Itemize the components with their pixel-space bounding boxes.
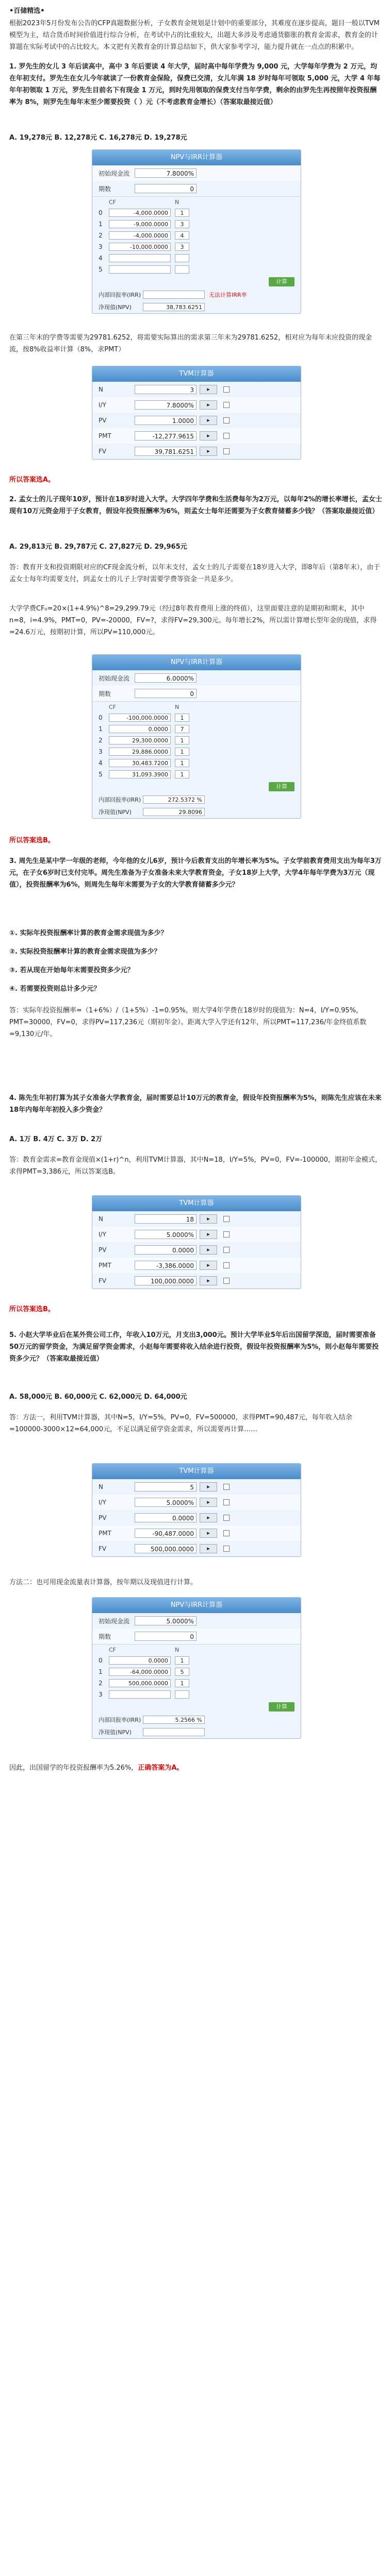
question-5-method-2: 方法二：也可用现金流量表计算器，按年期以及现值进行计算。 xyxy=(9,1579,198,1586)
result-row xyxy=(92,1726,301,1738)
result-value xyxy=(143,1728,205,1736)
cf-index: 5 xyxy=(99,771,103,778)
row-input[interactable]: 500,000.0000 xyxy=(135,1544,197,1553)
row-input[interactable]: 5 xyxy=(135,1482,197,1492)
row-label: PMT xyxy=(99,1530,111,1537)
result-label: 净现值(NPV) xyxy=(99,809,132,816)
calculator-row xyxy=(92,428,301,444)
cf-count-input[interactable]: 1 xyxy=(175,770,189,778)
cf-count-input[interactable] xyxy=(175,265,189,274)
checkbox[interactable] xyxy=(223,1216,230,1222)
cash-flow-row xyxy=(92,1689,301,1700)
result-note: 无法计算IRR率 xyxy=(209,292,247,298)
row-label: I/Y xyxy=(99,1499,106,1506)
cf-value-input[interactable]: 29,300.0000 xyxy=(109,736,171,744)
result-value: 5.2566 % xyxy=(143,1716,205,1724)
cash-flow-row xyxy=(92,241,301,252)
row-input[interactable]: 5.0000% xyxy=(135,1230,197,1239)
final-answer: 正确答案为A。 xyxy=(138,1764,184,1772)
cash-flow-table xyxy=(92,701,301,780)
cf-index: 0 xyxy=(99,1657,103,1664)
calculator-row xyxy=(92,382,301,397)
calculator-title: TVM计算器 xyxy=(92,1196,301,1211)
cf-count-input[interactable]: 1 xyxy=(175,736,189,744)
calculator-row xyxy=(92,444,301,459)
calculator-row xyxy=(92,397,301,413)
question-3-sub-2: ②. 实际投资报酬率计算的教育金需求现值为多少？ xyxy=(9,948,161,956)
checkbox[interactable] xyxy=(223,1278,230,1284)
row-label: 期数 xyxy=(99,690,111,698)
calculator-action-row xyxy=(92,275,301,289)
npv-irr-calculator-3 xyxy=(92,1597,301,1739)
row-label: PV xyxy=(99,417,107,424)
cf-value-input[interactable] xyxy=(109,265,171,274)
question-1: 1. 罗先生的女儿 3 年后读高中，高中 3 年后要读 4 年大学，届时高中每年学费为 9,000 元，大学每年学费为 2 万元，均在年初支付。罗先生在女儿今年就读了一份教育金保险，保费已交清，女儿年满 18 岁时每年可领取 5,000 元，大学 4 年每年年初领取 1 万元，罗先生目前名下有现金 1 万元，到时先用领取的保费支付当年学费，剩余的由罗先生再按照年投资报酬率为 8%，则罗先生每年末至少需要投资（ ）元（不考虑教育金增长）（答案取最接近值） xyxy=(9,63,381,106)
cf-count-input[interactable]: 1 xyxy=(175,759,189,767)
cf-index: 4 xyxy=(99,255,103,262)
answer-1: 所以答案选A。 xyxy=(9,476,55,484)
cf-count-input[interactable]: 1 xyxy=(175,1656,189,1665)
row-label: PV xyxy=(99,1514,107,1521)
answer-2: 所以答案选B。 xyxy=(9,837,55,844)
cf-value-input[interactable]: -4,000.0000 xyxy=(109,209,171,217)
npv-irr-calculator-1 xyxy=(92,149,301,314)
cf-column-header: CF xyxy=(109,198,117,206)
compute-button[interactable]: ▸ xyxy=(200,1230,217,1239)
calculator-row xyxy=(92,1479,301,1495)
cf-value-input[interactable]: -9,000.0000 xyxy=(109,220,171,228)
checkbox[interactable] xyxy=(223,402,230,408)
tvm-calculator-3 xyxy=(92,1463,301,1557)
cf-index: 0 xyxy=(99,209,103,216)
compute-button[interactable]: ▸ xyxy=(200,400,217,410)
question-2-explanation-2: 大学学费CF₀=20×(1+4.9%)^8=29,299.79元（经过8年教育费用上涨的终值），这里面要注意的是期初和期末，其中n=8，i=4.9%，PMT=0，PV=-20000，FV=?，求得FV=29,300元。每年增长2%，所以需计算增长型年金的现值，求得=24.6万元，按期初计算，所以PV=110,000元。 xyxy=(9,605,377,636)
question-3-sub-1: ①. 实际年投资报酬率计算的教育金需求现值为多少？ xyxy=(9,929,168,937)
row-input[interactable]: 39,781.6251 xyxy=(135,447,197,456)
cf-index: 2 xyxy=(99,737,103,744)
row-input[interactable]: -3,386.0000 xyxy=(135,1261,197,1270)
n-column-header: N xyxy=(175,703,179,710)
calculator-title: NPV与IRR计算器 xyxy=(92,150,301,165)
cf-index: 5 xyxy=(99,266,103,273)
checkbox[interactable] xyxy=(223,386,230,393)
row-input[interactable]: 6.0000% xyxy=(135,673,197,683)
cash-flow-row xyxy=(92,207,301,218)
cf-value-input[interactable]: -10,000.0000 xyxy=(109,243,171,251)
question-3-sub-4: ④. 若需要投资则总计多少元？ xyxy=(9,985,101,993)
calculator-row xyxy=(92,1495,301,1510)
cash-flow-row xyxy=(92,769,301,780)
cash-flow-row xyxy=(92,1655,301,1666)
cf-value-input[interactable]: 30,483.7200 xyxy=(109,759,171,767)
cash-flow-row xyxy=(92,746,301,757)
cf-value-input[interactable]: 31,093.3900 xyxy=(109,770,171,778)
calculator-action-row xyxy=(92,1700,301,1714)
cash-flow-table xyxy=(92,196,301,275)
row-input[interactable]: 5.0000% xyxy=(135,1498,197,1507)
result-value: 29.8096 xyxy=(143,808,205,816)
cash-flow-header xyxy=(92,702,301,712)
cf-value-input[interactable]: -100,000.0000 xyxy=(109,714,171,722)
row-input[interactable]: 3 xyxy=(135,385,197,394)
calculate-button[interactable]: 计算 xyxy=(269,1702,295,1711)
cf-count-input[interactable]: 1 xyxy=(175,1679,189,1687)
tvm-calculator-2 xyxy=(92,1195,301,1289)
row-input[interactable]: -90,487.0000 xyxy=(135,1529,197,1538)
cf-count-input[interactable]: 1 xyxy=(175,209,189,217)
result-label: 内部回报率(IRR) xyxy=(99,796,141,803)
cf-index: 3 xyxy=(99,1691,103,1698)
calculator-row xyxy=(92,1227,301,1242)
result-row xyxy=(92,1714,301,1726)
intro-paragraph: 根据2023年5月份发布公告的CFP真题数据分析，子女教育金规划是计划中的重要部分，其难度在逐步提高，题目一般以TVM模型为主，结合货币时间价值进行综合分析，在考试中占的比重较大，出题大多涉及考虑通货膨胀的教育金需求，教育金的计算题在实际考试中的占比较大。本文把有关教育金的计算总结如下，供大家参考学习，能力提升就在一点点的积累中。 xyxy=(9,20,380,51)
cf-count-input[interactable]: 4 xyxy=(175,231,189,240)
row-label: N xyxy=(99,386,103,393)
question-2-explanation-1: 答：教育开支和投资期限对应的CF现金流分析，以年末支付，孟女士的儿子需要在18岁进入大学，即8年后（第8年末），由于孟女士每年均需要支付，到孟女士的儿子上学时需要学费等资金一共是多少。 xyxy=(9,564,381,583)
cf-value-input[interactable]: -64,000.0000 xyxy=(109,1668,171,1676)
cf-index: 2 xyxy=(99,1680,103,1687)
npv-irr-calculator-2 xyxy=(92,654,301,819)
question-4-explanation: 答：教育金需求=教育金现值×(1+r)^n，利用TVM计算器，其中N=18，I/Y=5%，PV=0，FV=-100000，期初年金模式，求得PMT=3,386元，所以答案选B。 xyxy=(9,1156,382,1176)
compute-button[interactable]: ▸ xyxy=(200,1498,217,1507)
checkbox[interactable] xyxy=(223,1247,230,1253)
result-label: 净现值(NPV) xyxy=(99,304,132,311)
cash-flow-row xyxy=(92,757,301,769)
compute-button[interactable]: ▸ xyxy=(200,1529,217,1538)
compute-button[interactable]: ▸ xyxy=(200,1276,217,1285)
cf-value-input[interactable]: 29,886.0000 xyxy=(109,748,171,756)
row-label: N xyxy=(99,1215,103,1223)
cash-flow-row xyxy=(92,1666,301,1677)
cash-flow-row xyxy=(92,712,301,723)
checkbox[interactable] xyxy=(223,1515,230,1521)
cash-flow-row xyxy=(92,1677,301,1689)
question-3: 3. 周先生是某中学一年级的老师，今年他的女儿6岁，预计今后教育支出的年增长率为5%。子女学前教育费用支出为每年3万元，在子女6岁时已支付完毕。周先生准备为子女准备未来大学教育资金，子女18岁上大学，大学4年每年学费为3万元（现值），投资报酬率为6%，则周先生每年末需要为子女的大学教育储蓄多少元？ xyxy=(9,857,382,889)
calculator-title: NPV与IRR计算器 xyxy=(92,655,301,670)
checkbox[interactable] xyxy=(223,417,230,423)
result-value xyxy=(143,291,205,299)
cf-value-input[interactable] xyxy=(109,254,171,262)
question-1-options: A. 19,278元 B. 12,278元 C. 16,278元 D. 19,278元 xyxy=(9,134,187,142)
row-input[interactable]: 0 xyxy=(135,184,197,193)
checkbox[interactable] xyxy=(223,448,230,454)
row-label: PMT xyxy=(99,1262,111,1269)
cf-count-input[interactable]: 7 xyxy=(175,725,189,733)
cf-value-input[interactable]: 0.0000 xyxy=(109,1656,171,1665)
compute-button[interactable]: ▸ xyxy=(200,1482,217,1492)
calculator-row xyxy=(92,1273,301,1289)
calculator-row xyxy=(92,670,301,686)
calculator-row xyxy=(92,1629,301,1644)
cf-count-input[interactable] xyxy=(175,1690,189,1699)
checkbox[interactable] xyxy=(223,1262,230,1268)
cf-column-header: CF xyxy=(109,1646,117,1653)
calculator-action-row xyxy=(92,780,301,793)
header-label: •百储精选• xyxy=(9,7,45,15)
result-label: 净现值(NPV) xyxy=(99,1729,132,1736)
row-label: N xyxy=(99,1483,103,1490)
cash-flow-row xyxy=(92,735,301,746)
result-row xyxy=(92,289,301,301)
compute-button[interactable]: ▸ xyxy=(200,1544,217,1553)
question-5: 5. 小赵大学毕业后在某外资公司工作，年收入10万元，月支出3,000元。预计大学毕业5年后出国留学深造，届时需要准备50万元的留学资金，为满足留学资金需求，小赵每年需要将收入结余进行投资，假设年投资报酬率为5%，则小赵每年需要投资多少元？（答案取最接近值） xyxy=(9,1331,379,1363)
row-input[interactable]: -12,277.9615 xyxy=(135,431,197,440)
cash-flow-header xyxy=(92,1645,301,1655)
cf-index: 4 xyxy=(99,759,103,767)
calculator-row xyxy=(92,1211,301,1227)
row-label: I/Y xyxy=(99,1231,106,1238)
result-label: 内部回报率(IRR) xyxy=(99,292,141,298)
row-input[interactable]: 0 xyxy=(135,1632,197,1641)
cash-flow-row xyxy=(92,230,301,241)
cf-count-input[interactable]: 3 xyxy=(175,220,189,228)
compute-button[interactable]: ▸ xyxy=(200,1513,217,1522)
compute-button[interactable]: ▸ xyxy=(200,447,217,456)
cf-count-input[interactable] xyxy=(175,254,189,262)
row-input[interactable]: 5.0000% xyxy=(135,1616,197,1625)
answer-4: 所以答案选B。 xyxy=(9,1306,55,1313)
row-label: I/Y xyxy=(99,401,106,409)
row-input[interactable]: 100,000.0000 xyxy=(135,1276,197,1285)
cf-count-input[interactable]: 1 xyxy=(175,748,189,756)
question-3-explanation: 答：实际年投资报酬率=（1+6%）/（1+5%）-1=0.95%，则大学4年学费在18岁时的现值为：N=4，I/Y=0.95%，PMT=30000，FV=0，求得PV=117,236元（期初年金）。距离大学入学还有12年，所以PMT=117,236/年金终值系数=9,130元/年。 xyxy=(9,1007,367,1038)
calculator-row xyxy=(92,1258,301,1273)
cf-value-input[interactable] xyxy=(109,1690,171,1699)
compute-button[interactable]: ▸ xyxy=(200,1261,217,1270)
calculator-title: NPV与IRR计算器 xyxy=(92,1598,301,1613)
row-input[interactable]: 18 xyxy=(135,1214,197,1224)
cf-index: 1 xyxy=(99,725,103,733)
calculator-row xyxy=(92,686,301,701)
calculate-button[interactable]: 计算 xyxy=(269,782,295,791)
question-4-options: A. 1万 B. 4万 C. 3万 D. 2万 xyxy=(9,1136,103,1143)
compute-button[interactable]: ▸ xyxy=(200,416,217,425)
cf-index: 2 xyxy=(99,232,103,239)
row-label: 初始现金流 xyxy=(99,170,130,177)
cf-index: 3 xyxy=(99,243,103,250)
row-label: PV xyxy=(99,1246,107,1253)
row-input[interactable]: 1.0000 xyxy=(135,416,197,425)
row-label: PMT xyxy=(99,432,111,439)
question-3-sub-3: ③. 若从现在开始每年末需要投资多少元？ xyxy=(9,967,134,974)
calculator-row xyxy=(92,1541,301,1556)
row-label: FV xyxy=(99,1545,107,1552)
row-label: 初始现金流 xyxy=(99,1617,130,1625)
question-4: 4. 陈先生年初打算为其子女准备大学教育金，届时需要总计10万元的教育金，假设年投资报酬率为5%，则陈先生应该在未来18年内每年年初投入多少资金？ xyxy=(9,1094,382,1114)
calculator-row xyxy=(92,1510,301,1526)
row-input[interactable]: 7.8000% xyxy=(135,400,197,410)
checkbox[interactable] xyxy=(223,1530,230,1536)
compute-button[interactable]: ▸ xyxy=(200,431,217,440)
n-column-header: N xyxy=(175,1646,179,1653)
calculator-row xyxy=(92,413,301,428)
checkbox[interactable] xyxy=(223,1499,230,1505)
compute-button[interactable]: ▸ xyxy=(200,1245,217,1255)
calculator-row xyxy=(92,1242,301,1258)
cf-index: 0 xyxy=(99,714,103,721)
result-row xyxy=(92,806,301,818)
checkbox[interactable] xyxy=(223,1484,230,1490)
question-5-options: A. 58,000元 B. 60,000元 C. 62,000元 D. 64,000元 xyxy=(9,1393,187,1401)
compute-button[interactable]: ▸ xyxy=(200,385,217,394)
compute-button[interactable]: ▸ xyxy=(200,1214,217,1224)
row-input[interactable]: 0.0000 xyxy=(135,1245,197,1255)
row-input[interactable]: 0.0000 xyxy=(135,1513,197,1522)
question-5-explanation: 答：方法一，利用TVM计算器，其中N=5，I/Y=5%，PV=0，FV=500000，求得PMT=90,487元，每年收入结余=100000-3000×12=64,000元，不足以满足留学资金需求，所以需要再计算…… xyxy=(9,1414,352,1433)
cash-flow-row xyxy=(92,252,301,264)
final-conclusion xyxy=(9,1762,383,1774)
cf-count-input[interactable]: 3 xyxy=(175,243,189,251)
cash-flow-row xyxy=(92,218,301,230)
cf-value-input[interactable]: 500,000.0000 xyxy=(109,1679,171,1687)
question-1-explanation: 在第三年末的学费等需要为29781.6252，将需要实际算出的需求第三年末为29781.6252，相对应为每年末应投资的现金流，按8%收益率计算（8%，求PMT） xyxy=(9,334,372,353)
calculator-row xyxy=(92,1526,301,1541)
cf-count-input[interactable]: 1 xyxy=(175,714,189,722)
question-2: 2. 孟女士的儿子现年10岁，预计在18岁时进入大学。大学四年学费和生活费每年为2万元，以每年2%的增长率增长，孟女士现有10万元资金用于子女教育，假设年投资报酬率为6%，则孟女士每年还需要为子女教育储蓄多少钱？（答案取最接近值） xyxy=(9,496,382,515)
row-label: 期数 xyxy=(99,1633,111,1640)
row-input[interactable]: 7.8000% xyxy=(135,168,197,178)
cash-flow-row xyxy=(92,264,301,275)
calculator-title: TVM计算器 xyxy=(92,1464,301,1479)
checkbox[interactable] xyxy=(223,433,230,439)
row-label: 初始现金流 xyxy=(99,674,130,682)
final-text: 因此，出国留学的年投资报酬率为5.26%， xyxy=(9,1764,138,1772)
result-row xyxy=(92,301,301,313)
row-input[interactable]: 0 xyxy=(135,689,197,698)
cf-count-input[interactable]: 5 xyxy=(175,1668,189,1676)
calculator-row xyxy=(92,1613,301,1629)
cf-index: 1 xyxy=(99,221,103,228)
result-value: 38,783.6251 xyxy=(143,303,205,311)
row-label: FV xyxy=(99,448,107,455)
calculate-button[interactable]: 计算 xyxy=(269,277,295,286)
cash-flow-row xyxy=(92,723,301,735)
result-value: 272.5372 % xyxy=(143,795,205,804)
result-row xyxy=(92,793,301,806)
checkbox[interactable] xyxy=(223,1546,230,1552)
question-2-options: A. 29,813元 B. 29,787元 C. 27,827元 D. 29,965元 xyxy=(9,543,187,551)
tvm-calculator-1 xyxy=(92,366,301,460)
calculator-title: TVM计算器 xyxy=(92,366,301,382)
cash-flow-table xyxy=(92,1644,301,1700)
checkbox[interactable] xyxy=(223,1231,230,1238)
cf-value-input[interactable]: 0.0000 xyxy=(109,725,171,733)
cf-index: 3 xyxy=(99,748,103,755)
calculator-row xyxy=(92,181,301,196)
cf-value-input[interactable]: -4,000.0000 xyxy=(109,231,171,240)
cf-column-header: CF xyxy=(109,703,117,710)
cf-index: 1 xyxy=(99,1668,103,1675)
n-column-header: N xyxy=(175,198,179,206)
calculator-row xyxy=(92,165,301,181)
result-label: 内部回报率(IRR) xyxy=(99,1717,141,1723)
cash-flow-header xyxy=(92,197,301,207)
row-label: 期数 xyxy=(99,185,111,193)
row-label: FV xyxy=(99,1277,107,1284)
